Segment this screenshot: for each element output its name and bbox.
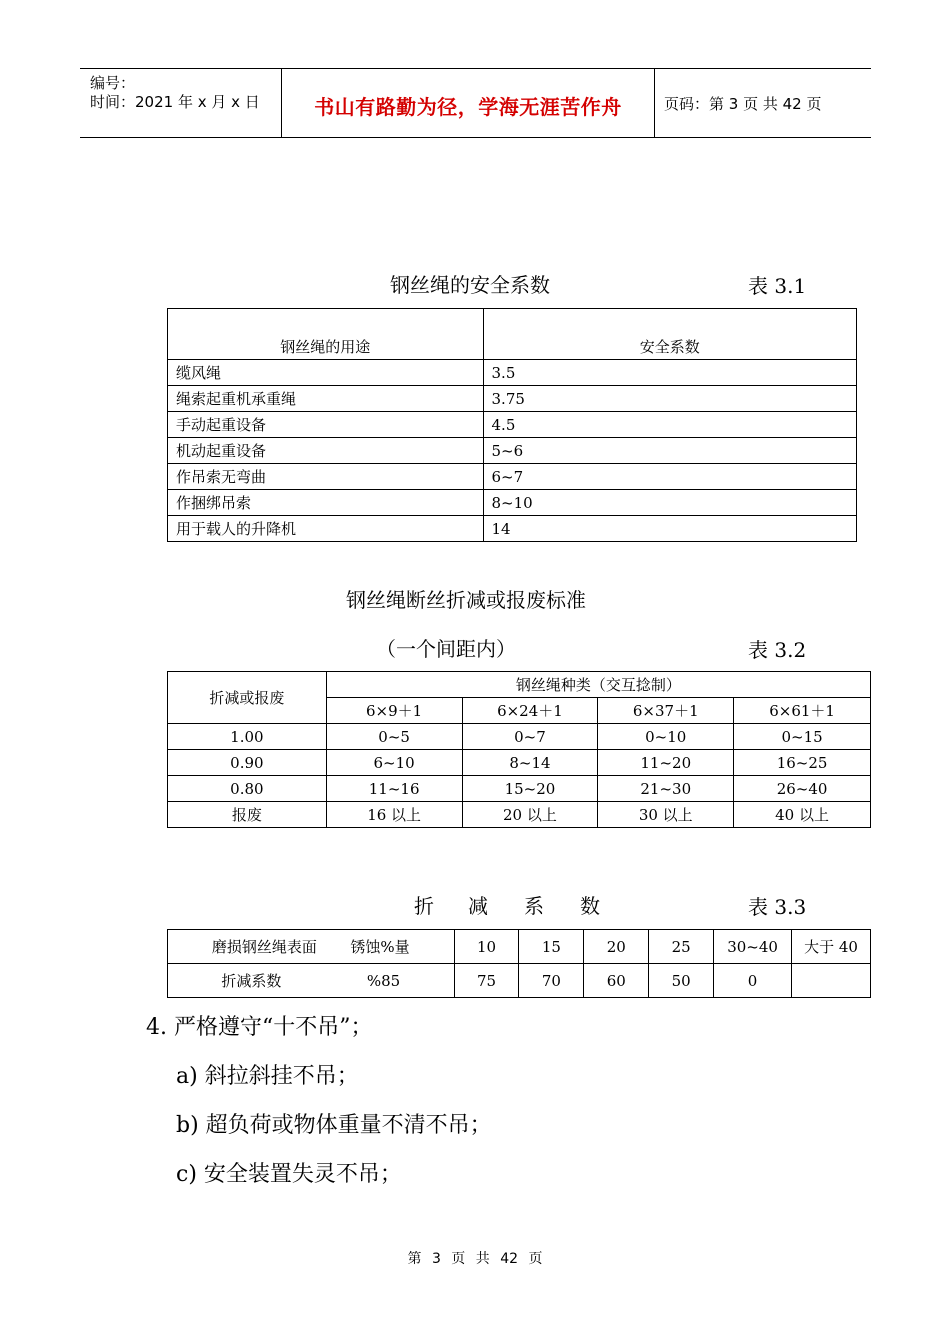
rule-item: a) 斜拉斜挂不吊； [176, 1064, 359, 1089]
table-cell: 14 [483, 516, 856, 542]
table-cell: 作捆绑吊索 [168, 490, 484, 516]
row-label-cell [168, 964, 455, 998]
table-cell: 4.5 [483, 412, 856, 438]
table-row [168, 776, 871, 802]
table-row [168, 412, 857, 438]
table-cell: 8~14 [462, 750, 598, 776]
table-header-row [168, 309, 857, 360]
row-label-part: 磨损钢丝绳表面 [211, 938, 317, 956]
table-cell: 25 [649, 930, 714, 964]
table-cell: 5~6 [483, 438, 856, 464]
table2-label: 表 3.2 [748, 638, 807, 662]
safety-factor-table [167, 308, 857, 542]
table-cell: 绳索起重机承重绳 [168, 386, 484, 412]
header-meta [80, 69, 282, 137]
table-cell: 作吊索无弯曲 [168, 464, 484, 490]
table3-title-char: 减 [468, 894, 488, 918]
table-cell: 26~40 [734, 776, 871, 802]
table-cell: 0~10 [598, 724, 734, 750]
table-row [168, 964, 871, 998]
row-label-part: 折减系数 [221, 972, 282, 990]
group-header-cell: 钢丝绳种类（交互捻制） [326, 672, 870, 698]
table-row [168, 930, 871, 964]
row-header-cell: 折减或报废 [168, 672, 327, 724]
table2-title: 钢丝绳断丝折减或报废标准 [346, 588, 586, 612]
table-cell: 15~20 [462, 776, 598, 802]
table3-title-char: 数 [580, 894, 600, 918]
table-cell: 20 [584, 930, 649, 964]
table1-title: 钢丝绳的安全系数 [390, 273, 550, 297]
table-cell: 机动起重设备 [168, 438, 484, 464]
table-cell: 大于 40 [792, 930, 871, 964]
row-label-cell [168, 930, 455, 964]
reduction-factor-table [167, 929, 871, 998]
table-cell: 50 [649, 964, 714, 998]
table-row [168, 464, 857, 490]
page-info: 页码：第 3 页 共 42 页 [664, 95, 822, 113]
table-cell: 0.80 [168, 776, 327, 802]
type-header-cell: 6×9＋1 [326, 698, 462, 724]
table-cell: 11~16 [326, 776, 462, 802]
rule-item: c) 安全装置失灵不吊； [176, 1162, 402, 1187]
row-label-part: %85 [366, 972, 401, 990]
header-page-cell [655, 69, 871, 137]
table-cell: 75 [454, 964, 519, 998]
table-cell: 报废 [168, 802, 327, 828]
table-cell: 缆风绳 [168, 360, 484, 386]
table-cell: 6~7 [483, 464, 856, 490]
table-header-row [168, 672, 871, 698]
table-cell [792, 964, 871, 998]
table-cell: 60 [584, 964, 649, 998]
table-cell: 0~7 [462, 724, 598, 750]
table3-title-char: 折 [414, 894, 434, 918]
table-cell: 手动起重设备 [168, 412, 484, 438]
header-motto-cell [282, 69, 655, 137]
table-cell: 0~15 [734, 724, 871, 750]
table-cell: 8~10 [483, 490, 856, 516]
table-row [168, 802, 871, 828]
header-cell: 安全系数 [483, 309, 856, 360]
table-cell: 20 以上 [462, 802, 598, 828]
table-row [168, 724, 871, 750]
row-label-part: 锈蚀%量 [350, 938, 410, 956]
type-header-cell: 6×61＋1 [734, 698, 871, 724]
table-row [168, 360, 857, 386]
table-row [168, 490, 857, 516]
table-cell: 0 [714, 964, 792, 998]
table-cell: 6~10 [326, 750, 462, 776]
table-cell: 30 以上 [598, 802, 734, 828]
date-label: 时间：2021 年 x 月 x 日 [90, 93, 260, 111]
wire-break-table [167, 671, 871, 828]
table-cell: 0~5 [326, 724, 462, 750]
header-cell: 钢丝绳的用途 [168, 309, 484, 360]
rule-item: b) 超负荷或物体重量不清不吊； [176, 1113, 492, 1138]
table-cell: 0.90 [168, 750, 327, 776]
table1-label: 表 3.1 [748, 274, 807, 298]
table-cell: 3.5 [483, 360, 856, 386]
table-row [168, 386, 857, 412]
table-cell: 用于载人的升降机 [168, 516, 484, 542]
table3-title-char: 系 [524, 894, 544, 918]
table-row [168, 438, 857, 464]
number-label: 编号： [90, 74, 136, 92]
table-cell: 16~25 [734, 750, 871, 776]
motto: 书山有路勤为径，学海无涯苦作舟 [314, 95, 622, 119]
table3-label: 表 3.3 [748, 895, 807, 919]
table-cell: 1.00 [168, 724, 327, 750]
table-cell: 16 以上 [326, 802, 462, 828]
page-header [80, 68, 871, 138]
table-cell: 21~30 [598, 776, 734, 802]
type-header-cell: 6×24＋1 [462, 698, 598, 724]
table-cell: 10 [454, 930, 519, 964]
table-cell: 30~40 [714, 930, 792, 964]
table-cell: 11~20 [598, 750, 734, 776]
table2-subtitle: （一个间距内） [376, 637, 516, 661]
rules-heading: 4. 严格遵守“十不吊”； [146, 1015, 373, 1040]
table-cell: 3.75 [483, 386, 856, 412]
table-row [168, 516, 857, 542]
table-cell: 70 [519, 964, 584, 998]
table-cell: 40 以上 [734, 802, 871, 828]
table-cell: 15 [519, 930, 584, 964]
page-footer: 第 3 页 共 42 页 [407, 1251, 543, 1267]
type-header-cell: 6×37＋1 [598, 698, 734, 724]
table-row [168, 750, 871, 776]
